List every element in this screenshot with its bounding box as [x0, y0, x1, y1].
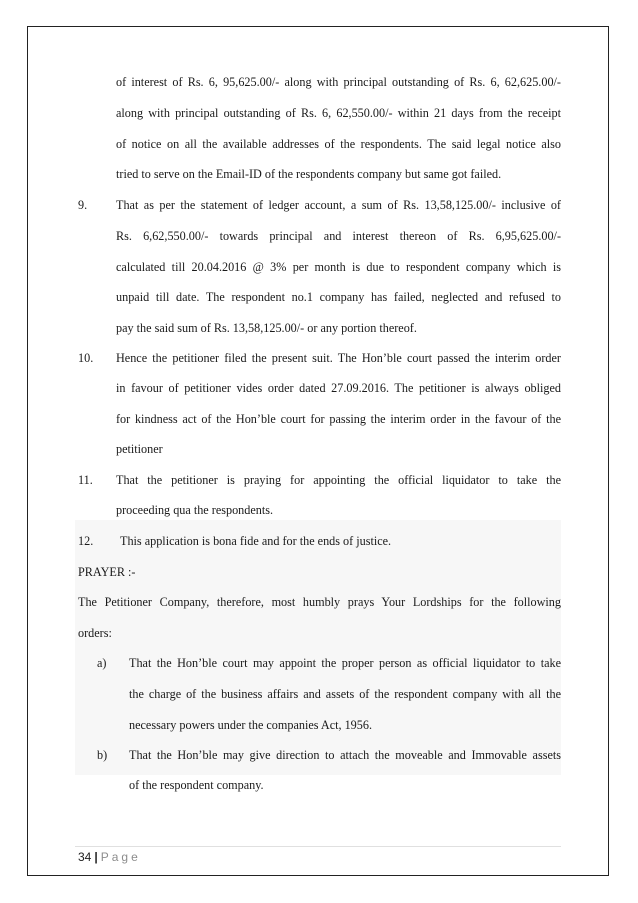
- prayer-b-line: That the Hon’ble may give direction to attach the moveable and Immovable assets: [129, 748, 561, 762]
- para10-line: petitioner: [116, 442, 163, 456]
- page-number: 34: [78, 850, 92, 864]
- prayer-heading: PRAYER :-: [78, 565, 136, 579]
- footer-divider: [75, 846, 561, 847]
- para11-line: That the petitioner is praying for appointing the official liquidator to take the: [116, 473, 561, 487]
- para9-line: calculated till 20.04.2016 @ 3% per month is due to respondent company which is: [116, 260, 561, 274]
- para-number: 11.: [78, 473, 93, 487]
- list-label: b): [97, 748, 108, 762]
- para10-line: for kindness act of the Hon’ble court for passing the interim order in the favour of the: [116, 412, 561, 426]
- footer-page-word: Page: [100, 850, 141, 864]
- para8-line: of interest of Rs. 6, 95,625.00/- along with principal outstanding of Rs. 6, 62,625.00/-: [116, 75, 561, 89]
- prayer-intro-line: The Petitioner Company, therefore, most humbly prays Your Lordships for the following: [78, 595, 561, 609]
- prayer-b-line: of the respondent company.: [129, 778, 264, 792]
- para9-line: pay the said sum of Rs. 13,58,125.00/- or any portion thereof.: [116, 321, 417, 335]
- para8-line: tried to serve on the Email-ID of the respondents company but same got failed.: [116, 167, 502, 181]
- para-number: 10.: [78, 351, 94, 365]
- para11-line: proceeding qua the respondents.: [116, 503, 274, 517]
- para9-line: unpaid till date. The respondent no.1 company has failed, neglected and refused to: [116, 290, 561, 304]
- prayer-a-line: the charge of the business affairs and assets of the respondent company with all the: [129, 687, 561, 701]
- prayer-intro-line: orders:: [78, 626, 112, 640]
- para10-line: in favour of petitioner vides order dated 27.09.2016. The petitioner is always obliged: [116, 381, 561, 395]
- page-footer: [78, 850, 141, 864]
- prayer-a-line: necessary powers under the companies Act, 1956.: [129, 718, 372, 732]
- para12-text: This application is bona fide and for the ends of justice.: [120, 534, 392, 548]
- footer-separator: |: [94, 850, 98, 864]
- para8-line: of notice on all the available addresses of the respondents. The said legal notice also: [116, 137, 561, 151]
- para10-line: Hence the petitioner filed the present suit. The Hon’ble court passed the interim order: [116, 351, 561, 365]
- para-number: 12.: [78, 534, 94, 548]
- prayer-a-line: That the Hon’ble court may appoint the proper person as official liquidator to take: [129, 656, 561, 670]
- list-label: a): [97, 656, 107, 670]
- para9-line: Rs. 6,62,550.00/- towards principal and interest thereon of Rs. 6,95,625.00/-: [116, 229, 561, 243]
- highlight-region: [75, 520, 561, 775]
- para9-line: That as per the statement of ledger account, a sum of Rs. 13,58,125.00/- inclusive of: [116, 198, 561, 212]
- para8-line: along with principal outstanding of Rs. 6, 62,550.00/- within 21 days from the receipt: [116, 106, 561, 120]
- para-number: 9.: [78, 198, 88, 212]
